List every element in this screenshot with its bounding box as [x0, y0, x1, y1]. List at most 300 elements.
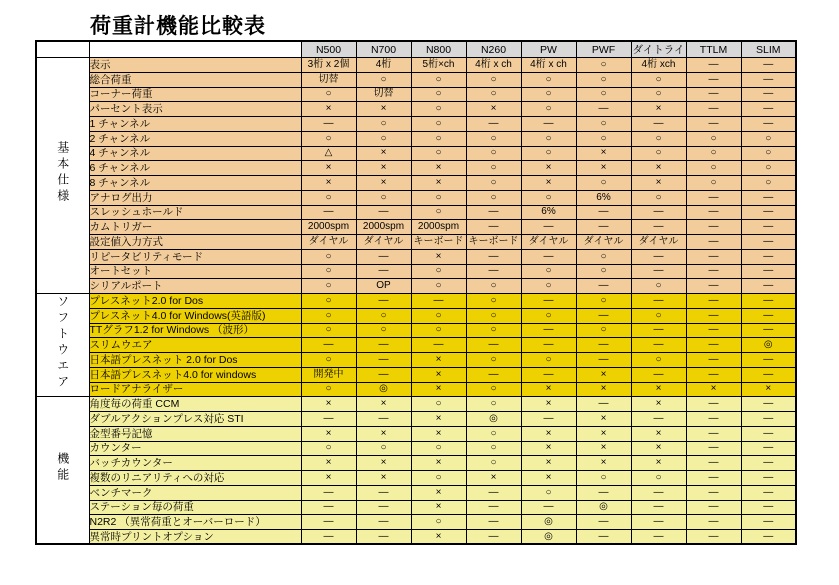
feature-label: カムトリガー — [89, 220, 301, 235]
feature-value-TTLM: — — [686, 500, 741, 515]
feature-value-PWF: ○ — [576, 249, 631, 264]
feature-value-PWF: — — [576, 353, 631, 368]
feature-value-ダイトライ: ○ — [631, 279, 686, 294]
feature-value-ダイトライ: — — [631, 220, 686, 235]
feature-value-N700: — — [356, 338, 411, 353]
feature-value-TTLM: — — [686, 58, 741, 73]
table-row — [36, 323, 796, 338]
feature-value-N800: ○ — [411, 471, 466, 486]
table-row — [36, 249, 796, 264]
feature-value-N700: ○ — [356, 308, 411, 323]
table-row — [36, 382, 796, 397]
feature-value-SLIM: — — [741, 58, 796, 73]
feature-value-PWF: × — [576, 161, 631, 176]
feature-value-N800: ○ — [411, 87, 466, 102]
feature-value-N800: ○ — [411, 397, 466, 412]
table-row — [36, 279, 796, 294]
feature-value-SLIM: — — [741, 72, 796, 87]
corner-cell — [36, 41, 89, 58]
feature-label: カウンター — [89, 441, 301, 456]
feature-value-N700: × — [356, 471, 411, 486]
feature-label: TTグラフ1.2 for Windows （波形） — [89, 323, 301, 338]
column-header-TTLM: TTLM — [686, 41, 741, 58]
feature-value-SLIM: — — [741, 515, 796, 530]
table-row — [36, 131, 796, 146]
feature-value-PWF: — — [576, 515, 631, 530]
feature-value-SLIM: ○ — [741, 131, 796, 146]
feature-value-PWF: ○ — [576, 72, 631, 87]
feature-label: プレスネット4.0 for Windows(英語版) — [89, 308, 301, 323]
feature-value-PWF: × — [576, 382, 631, 397]
feature-value-ダイトライ: ○ — [631, 131, 686, 146]
feature-label: ダブルアクションプレス対応 STI — [89, 412, 301, 427]
feature-value-N500: ○ — [301, 190, 356, 205]
feature-value-ダイトライ: ○ — [631, 353, 686, 368]
table-row — [36, 441, 796, 456]
table-row — [36, 530, 796, 545]
feature-value-ダイトライ: — — [631, 515, 686, 530]
feature-value-N500: — — [301, 338, 356, 353]
feature-value-N700: OP — [356, 279, 411, 294]
table-row — [36, 412, 796, 427]
header-row — [36, 41, 796, 58]
table-row — [36, 308, 796, 323]
feature-value-N700: × — [356, 146, 411, 161]
feature-value-N260: 4桁 x ch — [466, 58, 521, 73]
table-row — [36, 190, 796, 205]
feature-value-TTLM: — — [686, 102, 741, 117]
feature-value-SLIM: — — [741, 367, 796, 382]
feature-value-N500: 2000spm — [301, 220, 356, 235]
feature-value-N500: ○ — [301, 382, 356, 397]
feature-value-SLIM: — — [741, 87, 796, 102]
column-header-SLIM: SLIM — [741, 41, 796, 58]
feature-value-SLIM: × — [741, 382, 796, 397]
feature-value-SLIM: — — [741, 102, 796, 117]
feature-value-PWF: 6% — [576, 190, 631, 205]
feature-value-PWF: ○ — [576, 87, 631, 102]
feature-label: コーナー荷重 — [89, 87, 301, 102]
feature-value-ダイトライ: × — [631, 102, 686, 117]
feature-value-N260: × — [466, 471, 521, 486]
table-row — [36, 205, 796, 220]
feature-value-N700: — — [356, 205, 411, 220]
feature-value-ダイトライ: × — [631, 161, 686, 176]
table-row — [36, 235, 796, 250]
table-row — [36, 294, 796, 309]
feature-value-TTLM: — — [686, 485, 741, 500]
feature-value-PW: — — [521, 117, 576, 132]
feature-value-PW: — — [521, 323, 576, 338]
feature-value-TTLM: — — [686, 412, 741, 427]
feature-value-N500: ○ — [301, 323, 356, 338]
feature-value-N500: ○ — [301, 294, 356, 309]
feature-value-SLIM: — — [741, 471, 796, 486]
feature-value-N500: — — [301, 500, 356, 515]
feature-label: 金型番号記憶 — [89, 426, 301, 441]
feature-value-PWF: × — [576, 426, 631, 441]
table-row — [36, 117, 796, 132]
feature-value-N700: × — [356, 176, 411, 191]
feature-value-SLIM: — — [741, 279, 796, 294]
table-row — [36, 220, 796, 235]
feature-value-N500: ○ — [301, 87, 356, 102]
feature-value-N800: × — [411, 485, 466, 500]
feature-value-PW: ○ — [521, 353, 576, 368]
feature-value-ダイトライ: ダイヤル — [631, 235, 686, 250]
feature-value-N260: ○ — [466, 353, 521, 368]
feature-value-PW: × — [521, 456, 576, 471]
feature-value-PW: ◎ — [521, 530, 576, 545]
feature-value-N260: × — [466, 102, 521, 117]
feature-value-ダイトライ: ○ — [631, 146, 686, 161]
feature-value-TTLM: — — [686, 279, 741, 294]
feature-value-SLIM: — — [741, 264, 796, 279]
feature-value-PWF: ○ — [576, 131, 631, 146]
feature-value-TTLM: — — [686, 87, 741, 102]
column-header-ダイトライ: ダイトライ — [631, 41, 686, 58]
feature-value-N800: 2000spm — [411, 220, 466, 235]
feature-value-N260: — — [466, 264, 521, 279]
feature-value-N260: — — [466, 515, 521, 530]
feature-value-TTLM: — — [686, 235, 741, 250]
feature-value-PWF: × — [576, 456, 631, 471]
feature-value-PW: ダイヤル — [521, 235, 576, 250]
feature-value-PW: × — [521, 397, 576, 412]
table-row — [36, 397, 796, 412]
feature-value-SLIM: — — [741, 426, 796, 441]
column-header-PWF: PWF — [576, 41, 631, 58]
feature-value-PW: ○ — [521, 190, 576, 205]
feature-value-SLIM: — — [741, 308, 796, 323]
table-row — [36, 367, 796, 382]
feature-label: ロードアナライザー — [89, 382, 301, 397]
table-row — [36, 500, 796, 515]
feature-value-PWF: ○ — [576, 264, 631, 279]
feature-value-N700: × — [356, 102, 411, 117]
feature-value-TTLM: — — [686, 294, 741, 309]
feature-value-N260: ○ — [466, 397, 521, 412]
table-row — [36, 456, 796, 471]
feature-value-N500: × — [301, 176, 356, 191]
feature-value-N500: ○ — [301, 131, 356, 146]
feature-value-N260: — — [466, 249, 521, 264]
feature-value-PW: ○ — [521, 146, 576, 161]
feature-value-N260: ○ — [466, 382, 521, 397]
feature-value-N700: — — [356, 530, 411, 545]
feature-value-SLIM: — — [741, 456, 796, 471]
feature-value-N800: × — [411, 456, 466, 471]
feature-value-ダイトライ: × — [631, 456, 686, 471]
feature-value-SLIM: — — [741, 205, 796, 220]
feature-value-N260: ○ — [466, 456, 521, 471]
feature-value-TTLM: — — [686, 397, 741, 412]
feature-value-N260: ○ — [466, 294, 521, 309]
feature-value-ダイトライ: × — [631, 397, 686, 412]
feature-value-TTLM: × — [686, 382, 741, 397]
feature-value-ダイトライ: ○ — [631, 87, 686, 102]
feature-value-N800: × — [411, 530, 466, 545]
feature-value-PWF: — — [576, 308, 631, 323]
feature-value-PW: ○ — [521, 102, 576, 117]
feature-value-SLIM: — — [741, 530, 796, 545]
feature-value-SLIM: ○ — [741, 176, 796, 191]
feature-value-PW: — — [521, 249, 576, 264]
feature-value-N500: — — [301, 117, 356, 132]
feature-value-N500: × — [301, 426, 356, 441]
feature-value-N700: — — [356, 367, 411, 382]
feature-value-N500: × — [301, 456, 356, 471]
feature-value-ダイトライ: — — [631, 117, 686, 132]
feature-value-PW: — — [521, 367, 576, 382]
feature-value-PWF: ○ — [576, 294, 631, 309]
feature-value-PWF: — — [576, 338, 631, 353]
feature-value-PWF: ○ — [576, 117, 631, 132]
feature-value-N800: ○ — [411, 102, 466, 117]
feature-value-N260: — — [466, 338, 521, 353]
feature-value-N700: 2000spm — [356, 220, 411, 235]
table-header — [36, 41, 796, 58]
feature-value-ダイトライ: 4桁 xch — [631, 58, 686, 73]
feature-value-N500: ダイヤル — [301, 235, 356, 250]
feature-value-SLIM: — — [741, 117, 796, 132]
feature-label: シリアルポート — [89, 279, 301, 294]
feature-value-N500: ○ — [301, 308, 356, 323]
feature-value-TTLM: ○ — [686, 161, 741, 176]
feature-value-PW: 4桁 x ch — [521, 58, 576, 73]
feature-value-ダイトライ: × — [631, 176, 686, 191]
feature-label: 8 チャンネル — [89, 176, 301, 191]
feature-value-TTLM: — — [686, 220, 741, 235]
feature-value-ダイトライ: ○ — [631, 190, 686, 205]
feature-value-PW: — — [521, 220, 576, 235]
feature-value-N700: — — [356, 294, 411, 309]
feature-value-TTLM: — — [686, 353, 741, 368]
feature-value-N800: ○ — [411, 117, 466, 132]
table-row — [36, 176, 796, 191]
feature-value-PW: ○ — [521, 72, 576, 87]
feature-value-PW: ○ — [521, 131, 576, 146]
feature-value-N260: ○ — [466, 308, 521, 323]
feature-label: N2R2 （異常荷重とオーバーロード） — [89, 515, 301, 530]
feature-value-N260: — — [466, 220, 521, 235]
feature-value-N700: × — [356, 161, 411, 176]
feature-label: アナログ出力 — [89, 190, 301, 205]
feature-value-N700: ◎ — [356, 382, 411, 397]
feature-value-N500: — — [301, 485, 356, 500]
feature-value-ダイトライ: — — [631, 485, 686, 500]
feature-value-N800: ○ — [411, 308, 466, 323]
table-row — [36, 146, 796, 161]
feature-value-N700: × — [356, 426, 411, 441]
feature-value-N700: — — [356, 500, 411, 515]
feature-value-N700: ○ — [356, 117, 411, 132]
feature-value-ダイトライ: — — [631, 264, 686, 279]
feature-value-ダイトライ: — — [631, 323, 686, 338]
feature-value-TTLM: ○ — [686, 176, 741, 191]
feature-value-ダイトライ: ○ — [631, 471, 686, 486]
feature-value-PW: × — [521, 176, 576, 191]
table-row — [36, 515, 796, 530]
feature-label: 6 チャンネル — [89, 161, 301, 176]
feature-value-PW: × — [521, 471, 576, 486]
feature-value-N260: ○ — [466, 426, 521, 441]
feature-value-PW: ◎ — [521, 515, 576, 530]
feature-value-N700: — — [356, 412, 411, 427]
feature-value-ダイトライ: × — [631, 382, 686, 397]
feature-value-N500: 開発中 — [301, 367, 356, 382]
feature-value-PW: — — [521, 338, 576, 353]
feature-value-SLIM: — — [741, 500, 796, 515]
feature-value-N800: × — [411, 176, 466, 191]
feature-value-N260: — — [466, 117, 521, 132]
feature-value-N500: ○ — [301, 441, 356, 456]
table-body — [36, 58, 796, 545]
feature-label: 表示 — [89, 58, 301, 73]
feature-value-PWF: — — [576, 102, 631, 117]
feature-value-N260: ○ — [466, 176, 521, 191]
feature-value-TTLM: — — [686, 426, 741, 441]
feature-value-N800: ○ — [411, 190, 466, 205]
feature-value-SLIM: — — [741, 235, 796, 250]
feature-value-PW: × — [521, 426, 576, 441]
feature-value-N500: 3桁 x 2個 — [301, 58, 356, 73]
feature-value-PW: ○ — [521, 279, 576, 294]
feature-value-ダイトライ: — — [631, 412, 686, 427]
feature-value-TTLM: — — [686, 323, 741, 338]
feature-label: 1 チャンネル — [89, 117, 301, 132]
feature-value-TTLM: — — [686, 367, 741, 382]
feature-value-N260: ○ — [466, 87, 521, 102]
feature-value-N260: キーボード — [466, 235, 521, 250]
feature-value-N500: — — [301, 412, 356, 427]
feature-label: ステーション毎の荷重 — [89, 500, 301, 515]
feature-value-N800: — — [411, 338, 466, 353]
column-header-N800: N800 — [411, 41, 466, 58]
feature-value-PWF: — — [576, 205, 631, 220]
feature-value-N800: ○ — [411, 515, 466, 530]
feature-value-ダイトライ: — — [631, 205, 686, 220]
column-header-N500: N500 — [301, 41, 356, 58]
comparison-table — [35, 40, 797, 545]
feature-value-N700: ○ — [356, 323, 411, 338]
feature-label: 総合荷重 — [89, 72, 301, 87]
feature-value-PWF: × — [576, 146, 631, 161]
feature-label: 2 チャンネル — [89, 131, 301, 146]
feature-value-TTLM: — — [686, 249, 741, 264]
feature-value-PW: — — [521, 294, 576, 309]
feature-value-PWF: — — [576, 220, 631, 235]
column-header-N260: N260 — [466, 41, 521, 58]
feature-value-N700: × — [356, 456, 411, 471]
feature-value-N800: ○ — [411, 146, 466, 161]
feature-header-cell — [89, 41, 301, 58]
feature-value-N800: — — [411, 294, 466, 309]
feature-value-N500: ○ — [301, 279, 356, 294]
feature-value-N700: ダイヤル — [356, 235, 411, 250]
feature-value-N800: × — [411, 249, 466, 264]
feature-value-SLIM: ◎ — [741, 338, 796, 353]
feature-value-PWF: — — [576, 397, 631, 412]
feature-value-TTLM: — — [686, 338, 741, 353]
table-row — [36, 353, 796, 368]
feature-value-PW: × — [521, 382, 576, 397]
feature-value-N260: — — [466, 500, 521, 515]
feature-label: 日本語プレスネット 2.0 for Dos — [89, 353, 301, 368]
feature-value-N800: × — [411, 412, 466, 427]
feature-value-PWF: × — [576, 367, 631, 382]
feature-value-N260: ○ — [466, 131, 521, 146]
feature-label: プレスネット2.0 for Dos — [89, 294, 301, 309]
feature-value-N800: × — [411, 353, 466, 368]
section-label-software: ソフトウエア — [36, 294, 89, 397]
feature-value-PW: 6% — [521, 205, 576, 220]
feature-value-PW: ○ — [521, 87, 576, 102]
feature-value-N260: ◎ — [466, 412, 521, 427]
feature-value-N800: × — [411, 500, 466, 515]
feature-value-PWF: × — [576, 412, 631, 427]
feature-value-N800: ○ — [411, 441, 466, 456]
feature-value-PW: — — [521, 500, 576, 515]
feature-label: 4 チャンネル — [89, 146, 301, 161]
feature-value-SLIM: ○ — [741, 161, 796, 176]
table-row — [36, 161, 796, 176]
feature-value-SLIM: — — [741, 353, 796, 368]
feature-value-TTLM: — — [686, 456, 741, 471]
feature-value-N800: ○ — [411, 205, 466, 220]
feature-value-TTLM: — — [686, 530, 741, 545]
feature-value-ダイトライ: × — [631, 441, 686, 456]
feature-value-N700: — — [356, 485, 411, 500]
feature-value-N500: × — [301, 471, 356, 486]
feature-value-TTLM: — — [686, 441, 741, 456]
feature-value-TTLM: — — [686, 471, 741, 486]
feature-value-SLIM: ○ — [741, 146, 796, 161]
feature-value-PW: × — [521, 161, 576, 176]
feature-value-N260: ○ — [466, 190, 521, 205]
section-label-function: 機能 — [36, 397, 89, 545]
feature-value-N800: ○ — [411, 131, 466, 146]
feature-value-ダイトライ: — — [631, 530, 686, 545]
feature-label: 複数のリニアリティへの対応 — [89, 471, 301, 486]
feature-value-N260: — — [466, 205, 521, 220]
feature-value-ダイトライ: — — [631, 294, 686, 309]
feature-value-PW: ○ — [521, 485, 576, 500]
feature-value-N260: — — [466, 367, 521, 382]
feature-value-PW: ○ — [521, 308, 576, 323]
section-label-basic: 基本仕様 — [36, 58, 89, 294]
feature-label: オートセット — [89, 264, 301, 279]
feature-value-N260: ○ — [466, 279, 521, 294]
feature-value-PWF: ○ — [576, 176, 631, 191]
feature-value-N700: — — [356, 353, 411, 368]
feature-value-SLIM: — — [741, 397, 796, 412]
feature-value-TTLM: ○ — [686, 146, 741, 161]
table-row — [36, 426, 796, 441]
feature-label: 設定値入力方式 — [89, 235, 301, 250]
feature-value-TTLM: — — [686, 190, 741, 205]
table-row — [36, 102, 796, 117]
feature-value-SLIM: — — [741, 412, 796, 427]
feature-value-PWF: ○ — [576, 323, 631, 338]
feature-value-SLIM: — — [741, 323, 796, 338]
feature-value-N500: ○ — [301, 249, 356, 264]
feature-value-SLIM: — — [741, 190, 796, 205]
feature-value-N700: 切替 — [356, 87, 411, 102]
feature-value-N800: × — [411, 426, 466, 441]
feature-value-PW: × — [521, 441, 576, 456]
table-row — [36, 264, 796, 279]
